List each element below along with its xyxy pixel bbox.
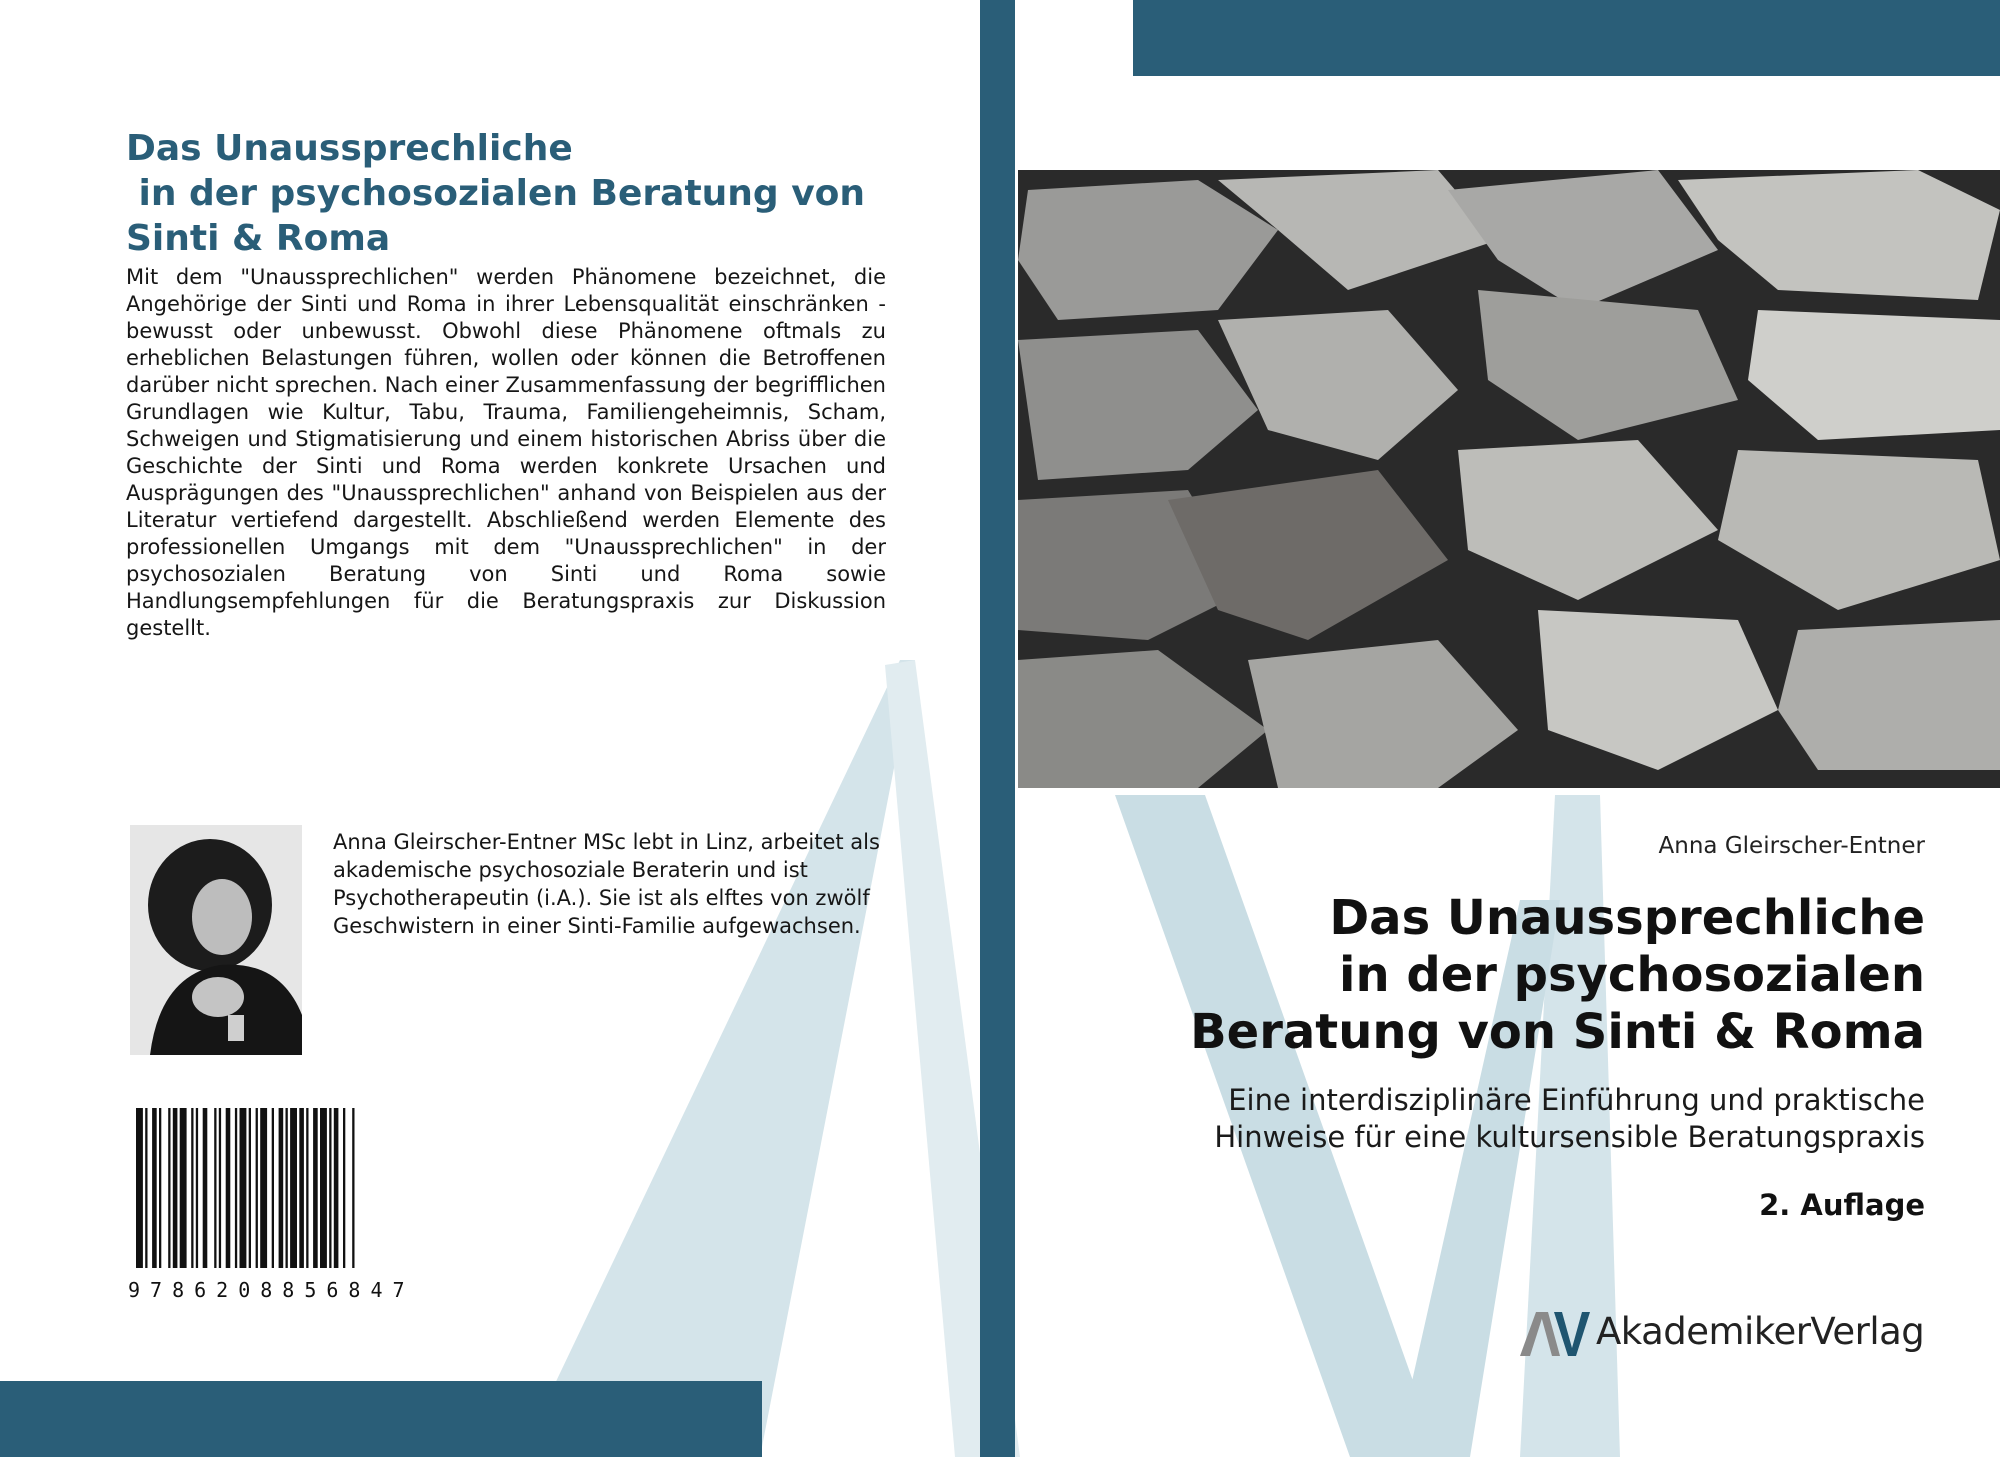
barcode-bar xyxy=(313,1108,318,1268)
barcode-number: 9786208856847 xyxy=(128,1278,415,1302)
barcode-bar xyxy=(226,1108,231,1268)
barcode-bar xyxy=(173,1108,178,1268)
front-cover-author: Anna Gleirscher-Entner xyxy=(1658,833,1925,859)
cover-photo-slate-rocks xyxy=(1018,170,2000,788)
book-spine xyxy=(980,0,1015,1457)
back-cover-blurb: Mit dem "Unaussprechlichen" werden Phänomene bezeichnet, die Angehörige der Sinti und Roma in ihrer Lebensqualität einschränken - bewusst oder unbewusst. Obwohl diese Phänomene oftmals zu erheblichen Belastungen führen, wollen oder können die Betroffenen darüber nicht sprechen. Nach einer Zusammenfassung der begrifflichen Grundlagen wie Kultur, Tabu, Trauma, Familiengeheimnis, Scham, Schweigen und Stigmatisierung und einem historischen Abriss über die Geschichte der Sinti und Roma werden konkrete Ursachen und Ausprägungen des "Unaussprechlichen" anhand von Beispielen aus der Literatur vertiefend dargestellt. Abschließend werden Elemente des professionellen Umgangs mit dem "Unaussprechlichen" in der psychosozialen Beratung von Sinti und Roma sowie Handlungsempfehlungen für die Beratungspraxis zur Diskussion gestellt. xyxy=(126,265,886,640)
barcode-bar xyxy=(168,1108,170,1268)
barcode-bar xyxy=(159,1108,161,1268)
barcode-bar xyxy=(136,1108,143,1268)
barcode-bar xyxy=(343,1108,345,1268)
barcode-bar xyxy=(219,1108,221,1268)
barcode-bar xyxy=(279,1108,284,1268)
front-cover-subtitle: Eine interdisziplinäre Einführung und praktische Hinweise für eine kultursensible Beratungspraxis xyxy=(1214,1083,1925,1154)
barcode-bar xyxy=(235,1108,237,1268)
barcode-bar xyxy=(191,1108,193,1268)
barcode-bar xyxy=(320,1108,327,1268)
barcode-bar xyxy=(152,1108,157,1268)
barcode-bar xyxy=(260,1108,267,1268)
barcode-bar xyxy=(290,1108,297,1268)
author-bio: Anna Gleirscher-Entner MSc lebt in Linz, arbeitet als akademische psychosoziale Beraterin und ist Psychotherapeutin (i.A.). Sie ist als elftes von zwölf Geschwistern in einer Sinti-Familie aufgewachsen. xyxy=(333,830,880,938)
barcode-bar xyxy=(329,1108,331,1268)
barcode-bar xyxy=(334,1108,339,1268)
front-cover-top-bar xyxy=(1133,0,2000,76)
barcode-bar xyxy=(352,1108,354,1268)
barcode-bar xyxy=(145,1108,147,1268)
publisher-name: AkademikerVerlag xyxy=(1596,1310,1925,1353)
front-cover-title: Das Unaussprechliche in der psychosozialen Beratung von Sinti & Roma xyxy=(1190,890,1925,1060)
back-cover-title: Das Unaussprechliche in der psychosozialen Beratung von Sinti & Roma xyxy=(126,128,866,259)
barcode-bar xyxy=(272,1108,274,1268)
barcode-bar xyxy=(256,1108,258,1268)
barcode-bar xyxy=(240,1108,247,1268)
av-logo-icon xyxy=(1520,1308,1600,1358)
publisher-logo xyxy=(1520,1308,1940,1364)
barcode-bar xyxy=(203,1108,208,1268)
barcode-bar xyxy=(306,1108,308,1268)
isbn-barcode xyxy=(128,1108,468,1303)
barcode-bar xyxy=(196,1108,198,1268)
barcode-bar xyxy=(299,1108,304,1268)
barcode-bar xyxy=(249,1108,251,1268)
barcode-bar xyxy=(214,1108,216,1268)
barcode-bar xyxy=(286,1108,288,1268)
barcode-bar xyxy=(180,1108,187,1268)
edition-label: 2. Auflage xyxy=(1759,1188,1925,1222)
back-cover-bottom-bar xyxy=(0,1381,762,1457)
author-photo xyxy=(130,825,302,1055)
